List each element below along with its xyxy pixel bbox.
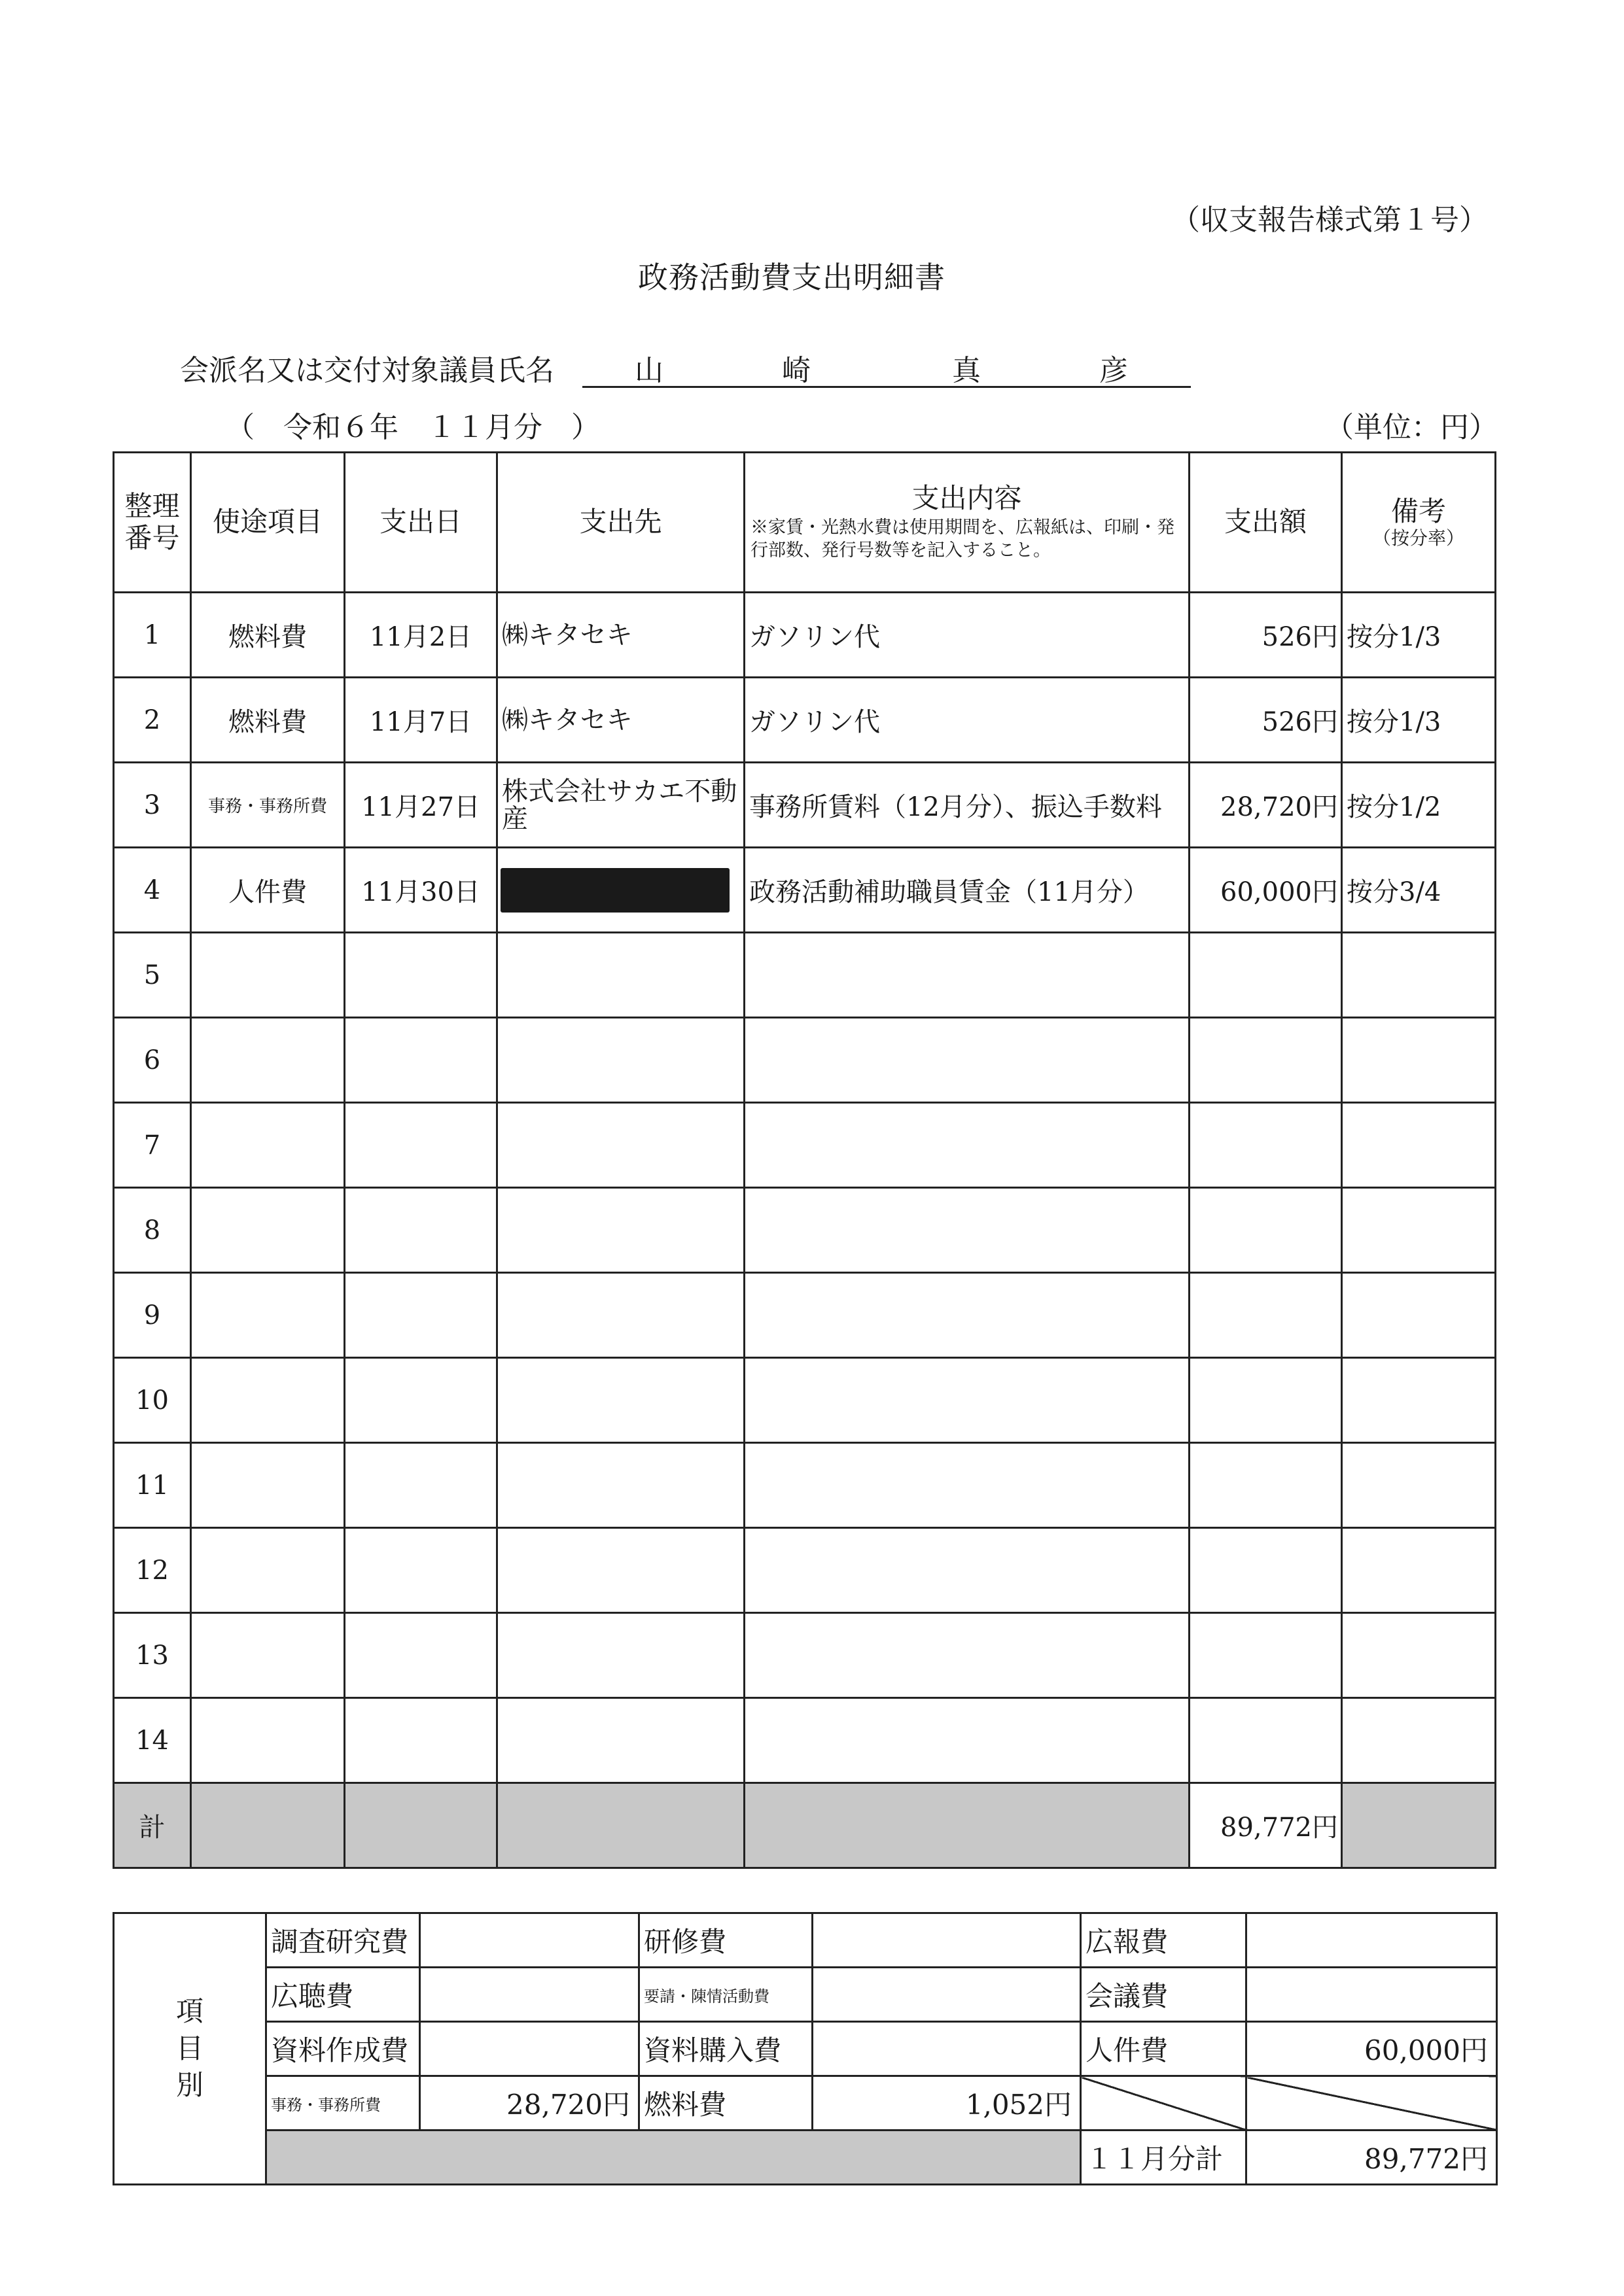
summary-training-label: 研修費: [639, 1913, 813, 1968]
summary-fuel-label: 燃料費: [639, 2076, 813, 2131]
table-row: [114, 1018, 1496, 1103]
row-category: 事務・事務所費: [191, 763, 345, 848]
row-category: 人件費: [191, 848, 345, 933]
summary-petition-value: [813, 1968, 1081, 2022]
row-amount: 526円: [1190, 593, 1342, 678]
row-no: 1: [114, 593, 191, 678]
row-remarks: 按分3/4: [1342, 848, 1496, 933]
monthly-total-label: １１月分計: [1081, 2131, 1246, 2185]
table-header-row: [114, 453, 1496, 593]
row-payee: 株式会社サカエ不動産: [497, 763, 745, 848]
table-row: [114, 763, 1496, 848]
header-remarks: [1342, 453, 1496, 593]
form-number: （収支報告様式第１号）: [1171, 203, 1488, 237]
name-char: 山: [635, 354, 663, 387]
summary-row: [114, 1913, 1497, 1968]
summary-research-label: 調査研究費: [266, 1913, 420, 1968]
row-no: 9: [114, 1273, 191, 1358]
summary-hearing-label: 広聴費: [266, 1968, 420, 2022]
summary-row: [114, 1968, 1497, 2022]
summary-fuel-value: 1,052円: [813, 2076, 1081, 2131]
summary-hearing-value: [420, 1968, 639, 2022]
summary-research-value: [420, 1913, 639, 1968]
monthly-total-value: 89,772円: [1246, 2131, 1497, 2185]
summary-personnel-label: 人件費: [1081, 2022, 1246, 2076]
shaded-cell: [266, 2131, 1081, 2185]
diagonal-cell: [1246, 2076, 1497, 2131]
header-content-note: ※家賃・光熱水費は使用期間を、広報紙は、印刷・発行部数、発行号数等を記入すること。: [750, 517, 1174, 561]
row-remarks: 按分1/3: [1342, 593, 1496, 678]
row-date: 11月2日: [345, 593, 497, 678]
row-no: 2: [114, 678, 191, 763]
total-row: [114, 1783, 1496, 1868]
summary-materials-purchase-value: [813, 2022, 1081, 2076]
diagonal-cell: [1081, 2076, 1246, 2131]
row-payee-redacted: [497, 848, 745, 933]
summary-personnel-value: 60,000円: [1246, 2022, 1497, 2076]
row-content: 政務活動補助職員賃金（11月分）: [745, 848, 1190, 933]
header-amount: 支出額: [1190, 453, 1342, 593]
header-category: 使途項目: [191, 453, 345, 593]
row-no: 3: [114, 763, 191, 848]
total-label: 計: [114, 1783, 191, 1868]
summary-office-value: 28,720円: [420, 2076, 639, 2131]
summary-meeting-label: 会議費: [1081, 1968, 1246, 2022]
row-amount: 28,720円: [1190, 763, 1342, 848]
row-content: 事務所賃料（12月分）、振込手数料: [745, 763, 1190, 848]
table-row: [114, 678, 1496, 763]
name-label: 会派名又は交付対象議員氏名: [180, 354, 554, 387]
row-payee: ㈱キタセキ: [497, 593, 745, 678]
header-content: [745, 453, 1190, 593]
row-payee: ㈱キタセキ: [497, 678, 745, 763]
summary-row: [114, 2022, 1497, 2076]
table-row: [114, 1613, 1496, 1698]
summary-materials-creation-value: [420, 2022, 639, 2076]
header-remarks-sub: （按分率）: [1372, 527, 1464, 549]
table-row: [114, 593, 1496, 678]
name-char: 彦: [1099, 354, 1128, 387]
name-char: 真: [952, 354, 981, 387]
row-date: 11月7日: [345, 678, 497, 763]
row-date: 11月30日: [345, 848, 497, 933]
table-row: [114, 1358, 1496, 1443]
table-row: [114, 1273, 1496, 1358]
header-remarks-title: 備考: [1390, 495, 1446, 528]
redaction-block: [501, 868, 730, 913]
table-row: [114, 1698, 1496, 1783]
header-content-title: 支出内容: [911, 481, 1022, 514]
expense-table: [113, 451, 1496, 1869]
summary-training-value: [813, 1913, 1081, 1968]
table-row: [114, 1443, 1496, 1528]
summary-meeting-value: [1246, 1968, 1497, 2022]
row-no: 8: [114, 1188, 191, 1273]
row-remarks: 按分1/2: [1342, 763, 1496, 848]
total-amount: 89,772円: [1190, 1783, 1342, 1868]
row-no: 12: [114, 1528, 191, 1613]
unit-label: （単位：円）: [1325, 411, 1498, 444]
row-category: 燃料費: [191, 593, 345, 678]
category-summary-table: [113, 1912, 1498, 2185]
summary-petition-label: 要請・陳情活動費: [639, 1968, 813, 2022]
header-payee: 支出先: [497, 453, 745, 593]
row-remarks: 按分1/3: [1342, 678, 1496, 763]
summary-materials-creation-label: 資料作成費: [266, 2022, 420, 2076]
table-row: [114, 1188, 1496, 1273]
name-underline: [582, 386, 1191, 388]
summary-pr-label: 広報費: [1081, 1913, 1246, 1968]
header-date: 支出日: [345, 453, 497, 593]
header-no: 整理番号: [114, 453, 191, 593]
row-content: ガソリン代: [745, 678, 1190, 763]
row-no: 14: [114, 1698, 191, 1783]
summary-materials-purchase-label: 資料購入費: [639, 2022, 813, 2076]
row-no: 13: [114, 1613, 191, 1698]
document-title: 政務活動費支出明細書: [638, 260, 945, 295]
table-row: [114, 848, 1496, 933]
row-no: 10: [114, 1358, 191, 1443]
row-no: 4: [114, 848, 191, 933]
row-no: 7: [114, 1103, 191, 1188]
summary-label: 項目別: [114, 1913, 266, 2185]
row-no: 11: [114, 1443, 191, 1528]
row-date: 11月27日: [345, 763, 497, 848]
summary-total-row: [114, 2131, 1497, 2185]
table-row: [114, 1528, 1496, 1613]
row-no: 6: [114, 1018, 191, 1103]
table-row: [114, 933, 1496, 1018]
row-category: 燃料費: [191, 678, 345, 763]
row-no: 5: [114, 933, 191, 1018]
period: （ 令和６年 １１月分 ）: [226, 411, 600, 444]
table-row: [114, 1103, 1496, 1188]
name-char: 崎: [782, 354, 811, 387]
summary-pr-value: [1246, 1913, 1497, 1968]
row-amount: 526円: [1190, 678, 1342, 763]
row-amount: 60,000円: [1190, 848, 1342, 933]
summary-row: [114, 2076, 1497, 2131]
row-content: ガソリン代: [745, 593, 1190, 678]
summary-office-label: 事務・事務所費: [266, 2076, 420, 2131]
